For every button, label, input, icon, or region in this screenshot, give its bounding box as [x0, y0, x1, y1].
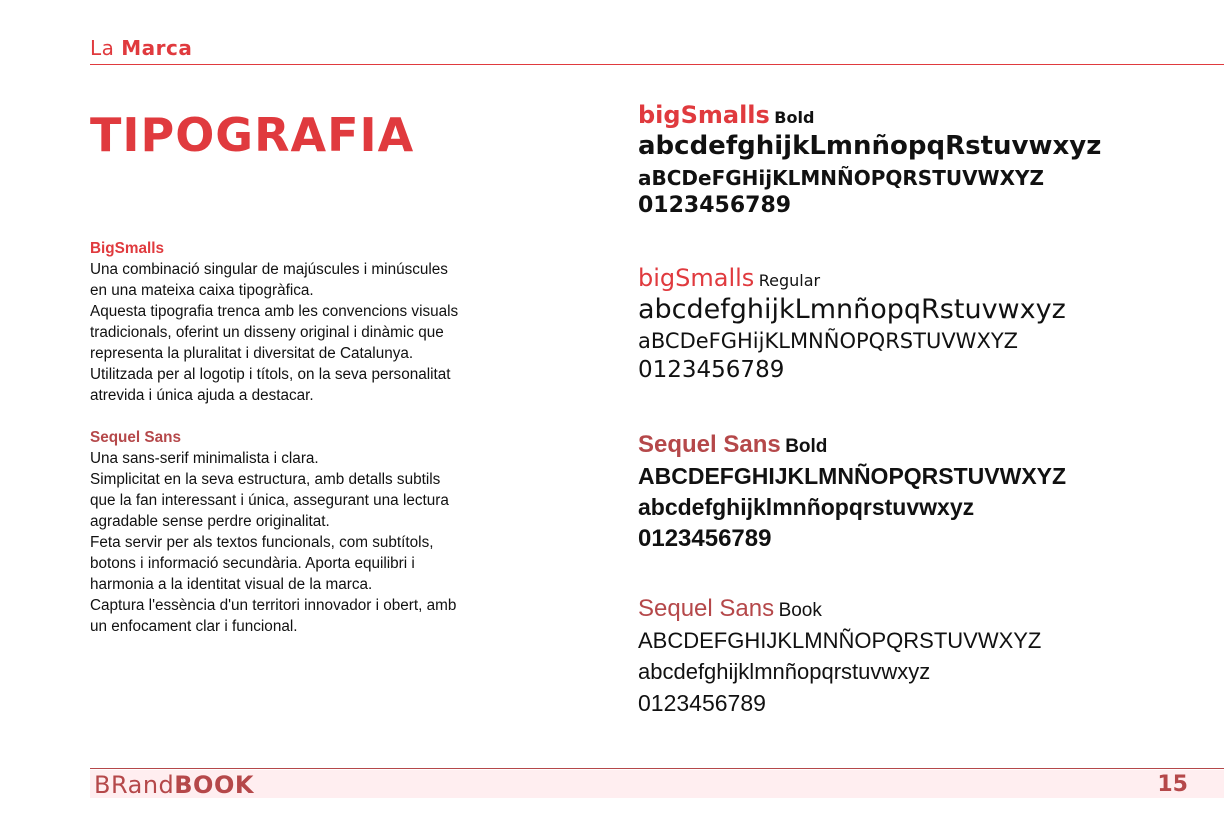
specimen-bigsmalls-regular — [638, 266, 1066, 382]
specimen-lowercase: abcdefghijkLmnñopqRstuvwxyz — [638, 294, 1066, 325]
specimen-uppercase: aBCDeFGHijKLMNÑOPQRSTUVWXYZ — [638, 329, 1019, 353]
specimen-lowercase: abcdefghijkLmnñopqRstuvwxyz — [638, 131, 1102, 161]
specimen-family: bigSmalls — [638, 101, 770, 129]
page-number: 15 — [1157, 772, 1188, 797]
specimen-family: bigSmalls — [638, 264, 755, 292]
section-title — [90, 36, 192, 60]
bigsmalls-heading: BigSmalls — [90, 240, 164, 257]
description-line: Una combinació singular de majúscules i minúscules — [90, 261, 448, 278]
description-line: Aquesta tipografia trenca amb les convencions visuals — [90, 303, 459, 320]
specimen-name — [638, 266, 1066, 290]
section-title-part-1: La — [90, 36, 115, 60]
specimen-name — [638, 433, 1066, 457]
description-line: un enfocament clar i funcional. — [90, 618, 298, 635]
sequel-sans-description — [90, 427, 510, 637]
page-title: TIPOGRAFIA — [90, 108, 415, 162]
specimen-bigsmalls-bold — [638, 103, 1101, 217]
specimen-weight: Book — [778, 600, 822, 621]
specimen-numerals: 0123456789 — [638, 357, 785, 383]
brand-part-1: BRand — [94, 771, 175, 799]
description-line: Feta servir per als textos funcionals, com subtítols, — [90, 534, 434, 551]
specimen-uppercase: ABCDEFGHIJKLMNÑOPQRSTUVWXYZ — [638, 628, 1042, 653]
specimen-numerals: 0123456789 — [638, 193, 792, 218]
description-line: atrevida i única ajuda a destacar. — [90, 387, 314, 404]
specimen-uppercase: ABCDEFGHIJKLMNÑOPQRSTUVWXYZ — [638, 463, 1067, 489]
specimen-name — [638, 103, 1101, 127]
header-divider — [90, 64, 1224, 65]
bigsmalls-description — [90, 238, 510, 406]
description-line: Captura l'essència d'un territori innovador i obert, amb — [90, 597, 457, 614]
specimen-numerals: 0123456789 — [638, 525, 772, 552]
specimen-lowercase: abcdefghijklmnñopqrstuvwxyz — [638, 494, 975, 520]
specimen-sequel-sans-bold — [638, 433, 1066, 551]
description-line: Utilitzada per al logotip i títols, on la seva personalitat — [90, 366, 451, 383]
description-line: tradicionals, oferint un disseny original i dinàmic que — [90, 324, 444, 341]
specimen-uppercase: aBCDeFGHijKLMNÑOPQRSTUVWXYZ — [638, 166, 1045, 190]
description-line: agradable sense perdre originalitat. — [90, 513, 330, 530]
brandbook-logo — [94, 771, 254, 799]
description-line: Simplicitat en la seva estructura, amb detalls subtils — [90, 471, 441, 488]
specimen-family: Sequel Sans — [638, 431, 781, 458]
footer-divider — [90, 768, 1224, 769]
section-title-part-2: Marca — [121, 36, 193, 60]
description-line: botons i informació secundària. Aporta equilibri i — [90, 555, 415, 572]
specimen-numerals: 0123456789 — [638, 690, 766, 716]
description-line: en una mateixa caixa tipogràfica. — [90, 282, 314, 299]
description-line: representa la pluralitat i diversitat de Catalunya. — [90, 345, 414, 362]
description-line: Una sans-serif minimalista i clara. — [90, 450, 319, 467]
specimen-weight: Bold — [774, 108, 815, 127]
specimen-weight: Bold — [785, 436, 828, 457]
specimen-family: Sequel Sans — [638, 595, 775, 622]
footer-band — [90, 770, 1224, 798]
specimen-sequel-sans-book — [638, 597, 1041, 715]
specimen-name — [638, 597, 1041, 621]
sequel-sans-heading: Sequel Sans — [90, 429, 181, 446]
brand-part-2: BOOK — [174, 771, 254, 799]
description-line: harmonia a la identitat visual de la marca. — [90, 576, 373, 593]
specimen-lowercase: abcdefghijklmnñopqrstuvwxyz — [638, 659, 931, 684]
description-line: que la fan interessant i única, assegurant una lectura — [90, 492, 449, 509]
specimen-weight: Regular — [758, 271, 821, 290]
